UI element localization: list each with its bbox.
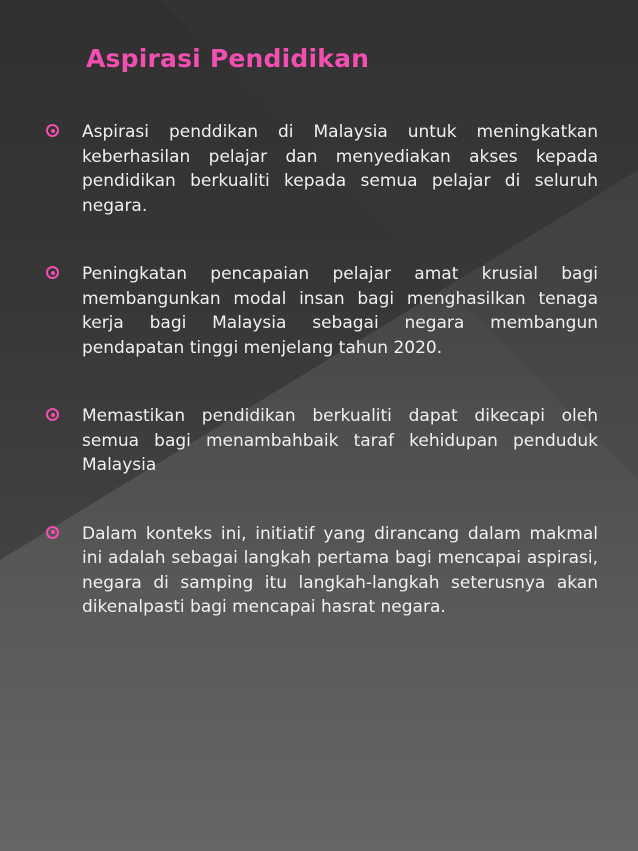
circle-dot-icon	[46, 408, 59, 421]
bullet-text: Memastikan pendidikan berkualiti dapat dikecapi oleh semua bagi menambahbaik taraf kehidupan penduduk Malaysia	[82, 406, 598, 475]
circle-dot-icon	[46, 526, 59, 539]
circle-dot-icon	[46, 266, 59, 279]
bullet-text: Peningkatan pencapaian pelajar amat krusial bagi membangunkan modal insan bagi menghasilkan tenaga kerja bagi Malaysia sebagai negara membangun pendapatan tinggi menjelang tahun 2020.	[82, 264, 598, 358]
bullet-text: Dalam konteks ini, initiatif yang dirancang dalam makmal ini adalah sebagai langkah pertama bagi mencapai aspirasi, negara di samping itu langkah-langkah seterusnya akan dikenalpasti bagi mencapai hasrat negara.	[82, 523, 598, 617]
bullet-item	[46, 262, 598, 360]
bullet-item	[46, 404, 598, 478]
slide-title: Aspirasi Pendidikan	[86, 44, 370, 73]
bullet-text: Aspirasi penddikan di Malaysia untuk meningkatkan keberhasilan pelajar dan menyediakan akses kepada pendidikan berkualiti kepada semua pelajar di seluruh negara.	[82, 122, 598, 216]
bullet-item	[46, 120, 598, 218]
bullet-item	[46, 522, 598, 620]
bullet-list	[46, 120, 598, 664]
circle-dot-icon	[46, 124, 59, 137]
